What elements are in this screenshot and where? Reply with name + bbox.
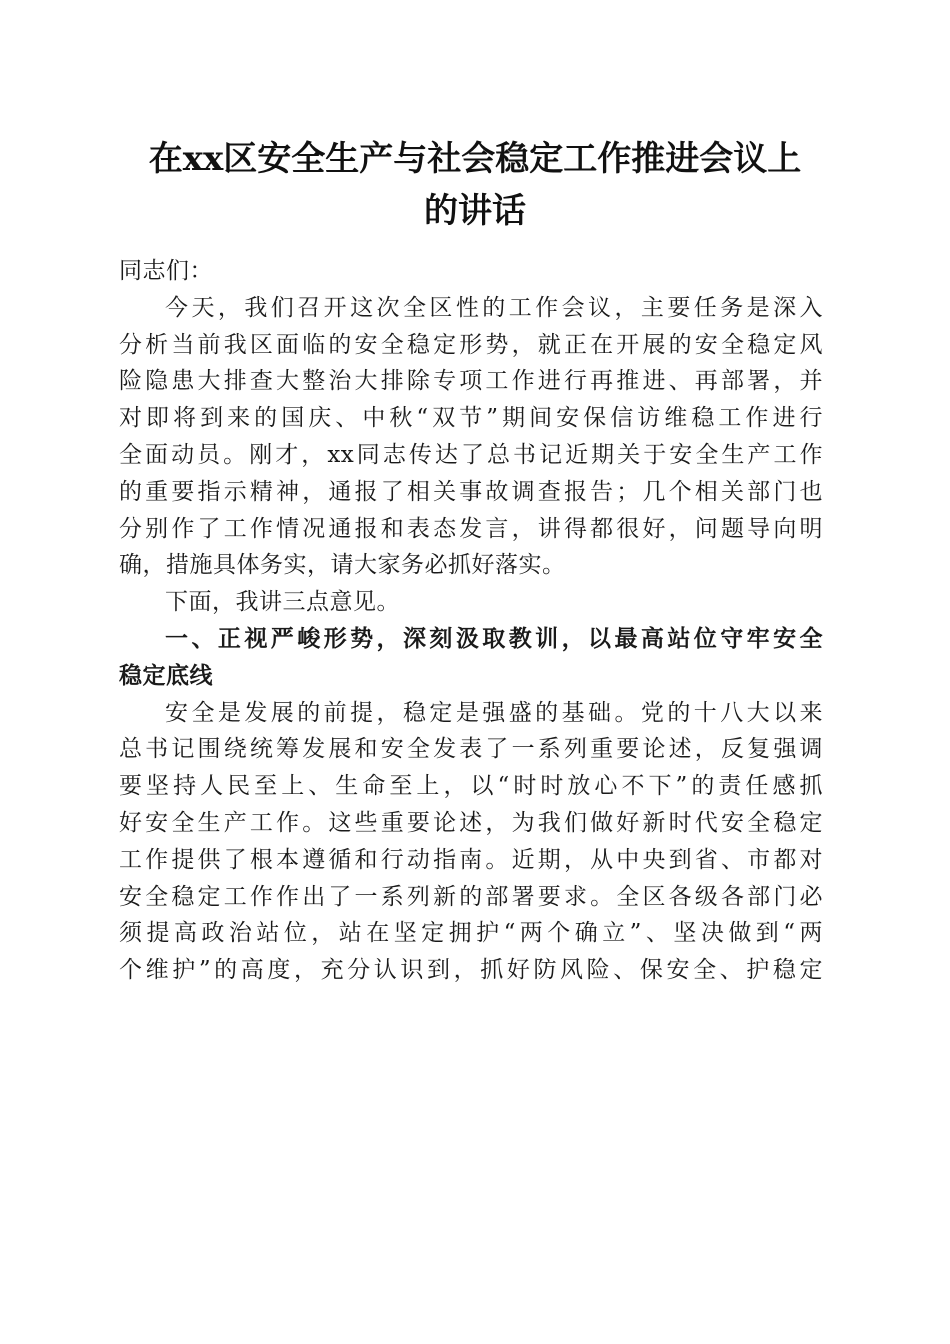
heading-line: 稳定底线 <box>119 662 213 689</box>
title-line-2: 的讲话 <box>424 191 526 231</box>
text-line: 分别作了工作情况通报和表态发言，讲得都很好，问题导向明 <box>119 515 823 542</box>
text-line: 要坚持人民至上、生命至上，以“时时放心不下”的责任感抓 <box>119 773 823 800</box>
text-line: 对即将到来的国庆、中秋“双节”期间安保信访维稳工作进行 <box>119 405 823 432</box>
paragraph-intro <box>119 290 823 584</box>
text-line: 全面动员。刚才，xx同志传达了总书记近期关于安全生产工作 <box>119 441 823 468</box>
section-heading-1 <box>119 621 823 695</box>
salutation: 同志们： <box>119 258 213 284</box>
paragraph-transition <box>119 584 823 621</box>
heading-line: 一、正视严峻形势，深刻汲取教训，以最高站位守牢安全 <box>165 625 823 652</box>
text-line: 安全是发展的前提，稳定是强盛的基础。党的十八大以来 <box>165 699 823 726</box>
text-line: 险隐患大排查大整治大排除专项工作进行再推进、再部署，并 <box>119 368 823 395</box>
text-line: 须提高政治站位，站在坚定拥护“两个确立”、坚决做到“两 <box>119 920 823 947</box>
text-line: 安全稳定工作作出了一系列新的部署要求。全区各级各部门必 <box>119 883 823 910</box>
text-line: 工作提供了根本遵循和行动指南。近期，从中央到省、市都对 <box>119 846 823 873</box>
document-body <box>119 253 823 989</box>
text-line: 个维护”的高度，充分认识到，抓好防风险、保安全、护稳定 <box>119 957 823 984</box>
text-line: 确，措施具体务实，请大家务必抓好落实。 <box>119 552 566 579</box>
title-line-1: 在xx区安全生产与社会稳定工作推进会议上 <box>148 139 802 179</box>
text-line: 分析当前我区面临的安全稳定形势，就正在开展的安全稳定风 <box>119 331 823 358</box>
text-line: 今天，我们召开这次全区性的工作会议，主要任务是深入 <box>165 294 823 321</box>
text-line: 总书记围绕统筹发展和安全发表了一系列重要论述，反复强调 <box>119 736 823 763</box>
document-title <box>100 133 850 237</box>
text-line: 下面，我讲三点意见。 <box>165 589 400 616</box>
text-line: 的重要指示精神，通报了相关事故调查报告；几个相关部门也 <box>119 478 823 505</box>
text-line: 好安全生产工作。这些重要论述，为我们做好新时代安全稳定 <box>119 809 823 836</box>
paragraph-section-1 <box>119 695 823 989</box>
